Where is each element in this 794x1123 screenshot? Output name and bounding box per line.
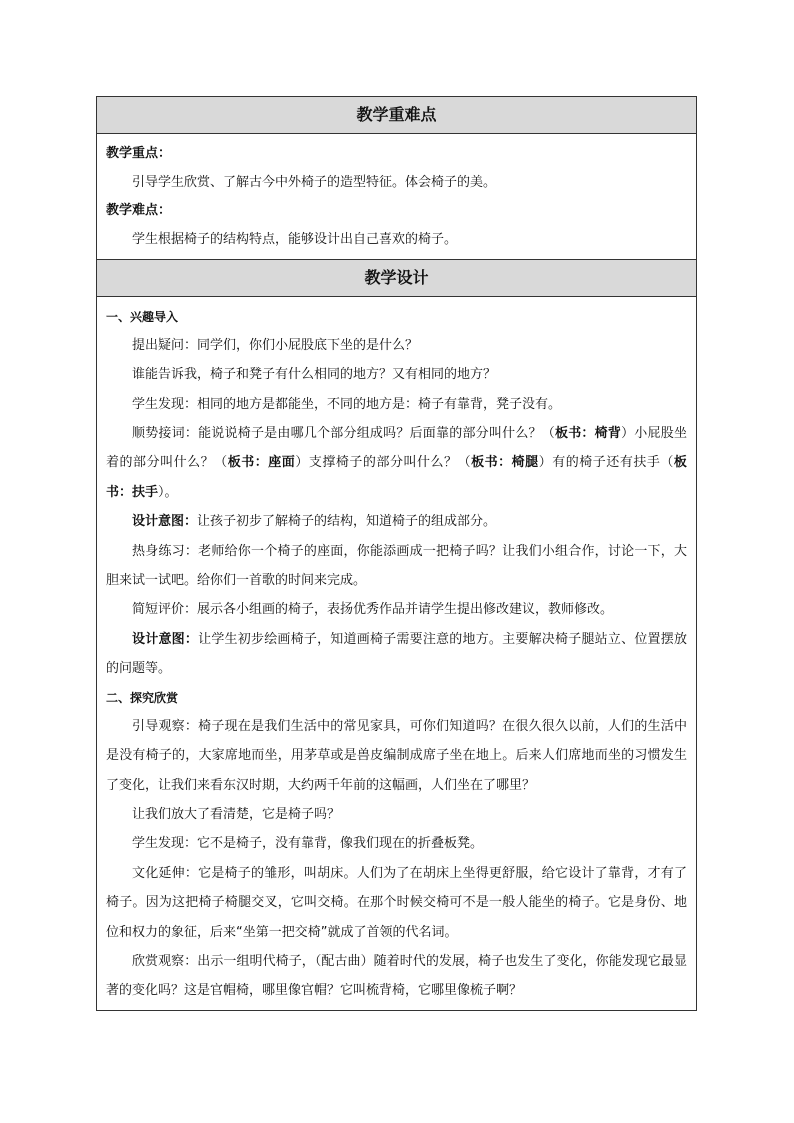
text-run: ）。 bbox=[158, 484, 178, 500]
text-run: 让学生初步绘画椅子，知道画椅子需要注意的地方。主要解决椅子腿站立、位置摆放的问题等。 bbox=[106, 631, 687, 677]
key-point-label: 教学重点： bbox=[106, 146, 172, 161]
paragraph: 热身练习：老师给你一个椅子的座面，你能添画成一把椅子吗？让我们小组合作，讨论一下，大胆来试一试吧。给你们一首歌的时间来完成。 bbox=[106, 543, 687, 589]
paragraph: 欣赏观察：出示一组明代椅子，（配古曲）随着时代的发展，椅子也发生了变化，你能发现它最显著的变化吗？这是官帽椅，哪里像官帽？它叫梳背椅，它哪里像梳子啊？ bbox=[106, 953, 687, 999]
paragraph: 谁能告诉我，椅子和凳子有什么相同的地方？又有相同的地方？ bbox=[132, 367, 497, 383]
paragraph: 引导观察：椅子现在是我们生活中的常见家具，可你们知道吗？在很久很久以前，人们的生活中是没有椅子的，大家席地而坐，用茅草或是兽皮编制成席子坐在地上。后来人们席地而坐的习惯发生了变化，让我们来看东汉时期，大约两千年前的这幅画，人们坐在了哪里？ bbox=[106, 718, 687, 793]
board-note: 板书：椅腿 bbox=[471, 455, 539, 471]
difficult-point-text: 学生根据椅子的结构特点，能够设计出自己喜欢的椅子。 bbox=[132, 232, 458, 248]
design-cell bbox=[97, 297, 696, 1010]
design-header: 教学设计 bbox=[97, 260, 696, 297]
board-note: 板书：扶手 bbox=[106, 455, 687, 500]
board-note: 板书：椅背 bbox=[555, 426, 622, 442]
focus-header: 教学重难点 bbox=[97, 97, 696, 134]
paragraph: 学生发现：它不是椅子，没有靠背，像我们现在的折叠板凳。 bbox=[132, 836, 484, 852]
section-heading: 二、探究欣赏 bbox=[106, 690, 179, 705]
text-run: ）小屁股坐着的部分叫什么？（ bbox=[106, 426, 687, 471]
paragraph: 提出疑问：同学们，你们小屁股底下坐的是什么？ bbox=[132, 337, 419, 353]
board-note: 板书：座面 bbox=[227, 455, 296, 471]
paragraph: 学生发现：相同的地方是都能坐，不同的地方是：椅子有靠背，凳子没有。 bbox=[132, 396, 562, 412]
key-point-text: 引导学生欣赏、了解古今中外椅子的造型特征。体会椅子的美。 bbox=[132, 175, 497, 190]
paragraph bbox=[106, 625, 687, 684]
text-run: ）支撑椅子的部分叫什么？（ bbox=[295, 455, 472, 471]
design-intent-label: 设计意图： bbox=[132, 514, 198, 530]
section-heading: 一、兴趣导入 bbox=[106, 309, 179, 324]
lesson-plan-table bbox=[96, 96, 697, 1011]
paragraph: 简短评价：展示各小组画的椅子，表扬优秀作品并请学生提出修改建议，教师修改。 bbox=[132, 602, 614, 618]
text-run: ）有的椅子还有扶手（ bbox=[538, 455, 674, 471]
paragraph bbox=[106, 419, 687, 507]
paragraph bbox=[106, 507, 687, 536]
difficult-point-label: 教学难点： bbox=[106, 203, 172, 219]
paragraph: 让我们放大了看清楚，它是椅子吗？ bbox=[132, 806, 341, 822]
focus-cell bbox=[97, 134, 696, 260]
text-run: 让孩子初步了解椅子的结构，知道椅子的组成部分。 bbox=[197, 514, 497, 530]
text-run: 顺势接词：能说说椅子是由哪几个部分组成吗？后面靠的部分叫什么？（ bbox=[132, 426, 555, 442]
paragraph: 文化延伸：它是椅子的雏形，叫胡床。人们为了在胡床上坐得更舒服，给它设计了靠背，才有了椅子。因为这把椅子椅腿交叉，它叫交椅。在那个时候交椅可不是一般人能坐的椅子。它是身份、地位和权力的象征，后来“坐第一把交椅”就成了首领的代名词。 bbox=[106, 865, 687, 940]
design-intent-label: 设计意图： bbox=[132, 631, 199, 647]
